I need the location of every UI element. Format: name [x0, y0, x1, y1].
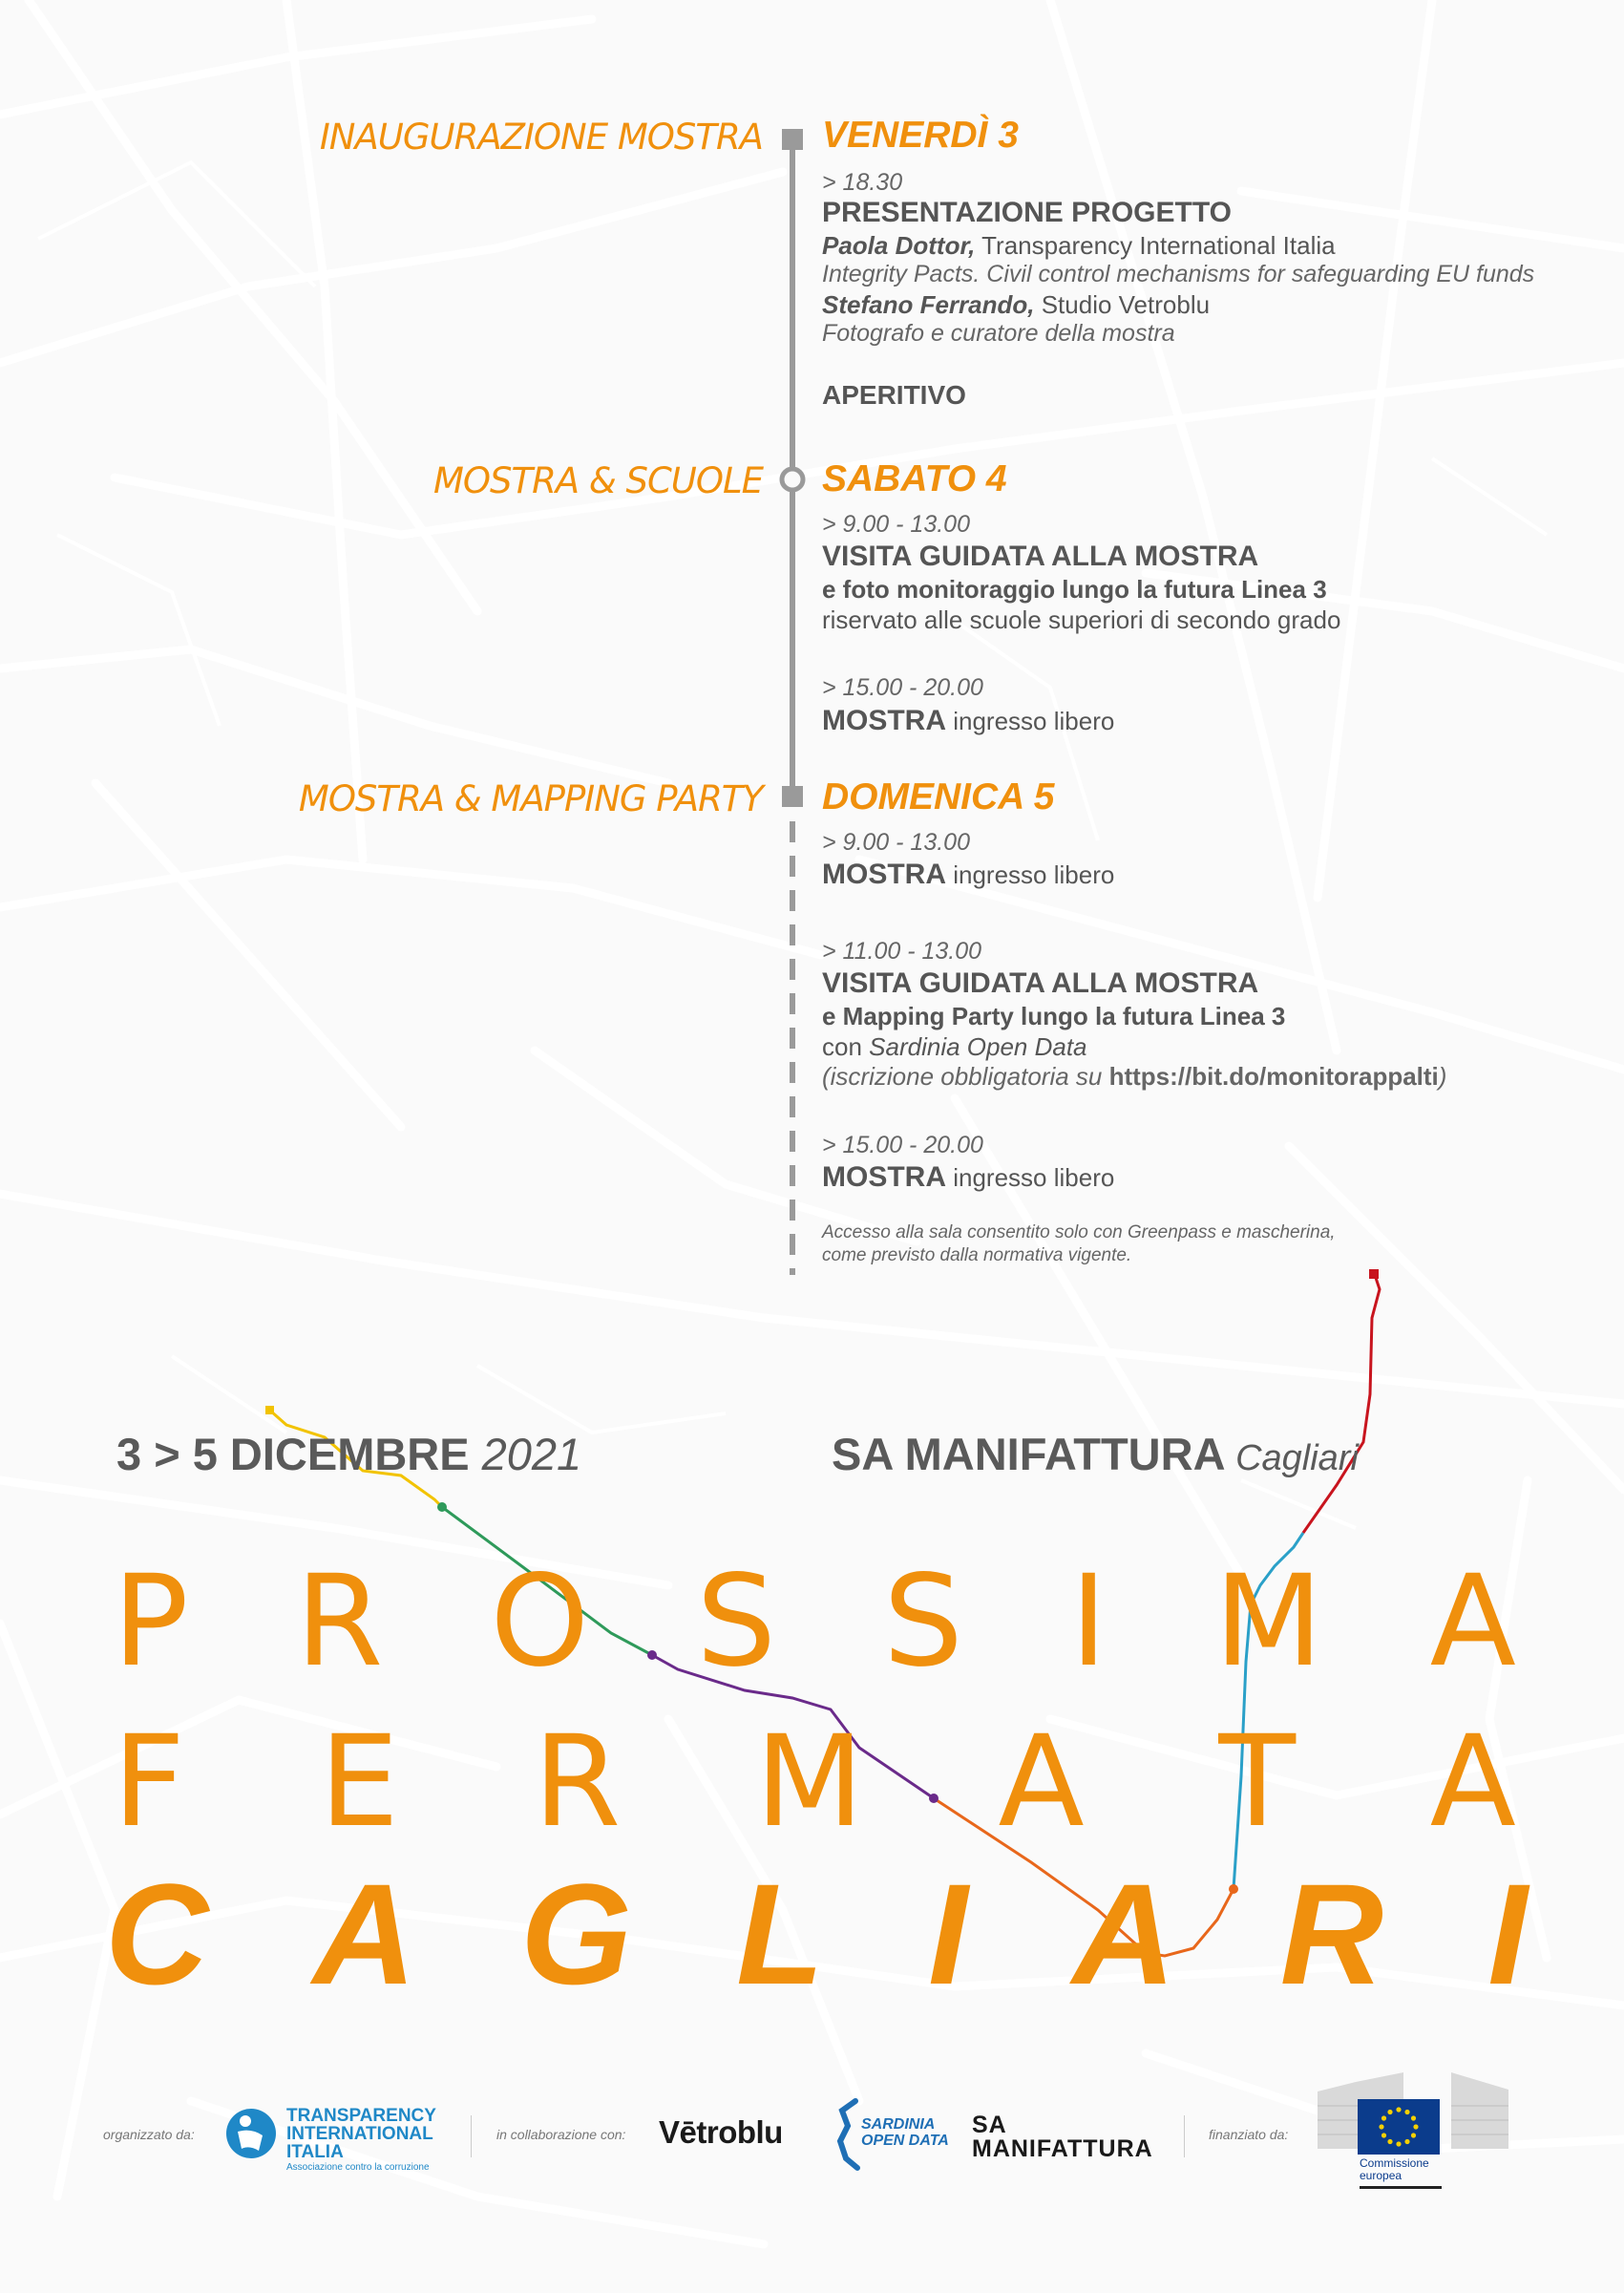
category-label-scuole: MOSTRA & SCUOLE — [432, 460, 763, 501]
speaker-2-org: Studio Vetroblu — [1034, 290, 1211, 319]
sod-line2: OPEN DATA — [861, 2133, 949, 2149]
title-letter: G — [520, 1854, 632, 2014]
event-subtitle-sun: e Mapping Party lungo la futura Linea 3 — [822, 1002, 1286, 1030]
title-letter: I — [1487, 1854, 1528, 2014]
title-letter: P — [113, 1548, 189, 1695]
footer-divider-2 — [1184, 2115, 1185, 2157]
time-friday: > 18.30 — [822, 169, 903, 196]
title-letter: F — [113, 1709, 185, 1856]
day-heading-saturday: SABATO 4 — [822, 458, 1007, 499]
speaker-1 — [822, 231, 1336, 261]
event-title-visita-sat: VISITA GUIDATA ALLA MOSTRA — [822, 541, 1259, 572]
timeline-marker-sunday — [782, 786, 803, 807]
title-letter: R — [295, 1548, 384, 1695]
day-heading-sunday: DOMENICA 5 — [822, 776, 1055, 817]
event-date-year: 2021 — [469, 1429, 582, 1479]
speaker-1-org: Transparency International Italia — [975, 231, 1336, 260]
registration-note — [822, 1062, 1446, 1092]
title-letter: I — [1069, 1548, 1107, 1695]
title-letter: I — [928, 1854, 968, 2014]
day-heading-friday: VENERDÌ 3 — [822, 115, 1019, 156]
event-venue-name: SA MANIFATTURA — [832, 1429, 1226, 1479]
con-org: Sardinia Open Data — [869, 1032, 1087, 1061]
title-letter: A — [312, 1854, 416, 2014]
ti-tagline: Associazione contro la corruzione — [286, 2162, 430, 2173]
sardinia-open-data-logo — [861, 2116, 949, 2149]
reg-prefix: (iscrizione obbligatoria su — [822, 1062, 1109, 1091]
event-title-visita-sun: VISITA GUIDATA ALLA MOSTRA — [822, 967, 1259, 999]
sod-line1: SARDINIA — [861, 2116, 936, 2133]
con-prefix: con — [822, 1032, 870, 1061]
timeline-marker-saturday — [782, 469, 803, 490]
event-mostra-sun-2-note: ingresso libero — [946, 1163, 1115, 1192]
event-note-sat: riservato alle scuole superiori di secondo grado — [822, 605, 1341, 634]
footer-divider-1 — [471, 2115, 472, 2157]
time-sunday-1: > 9.00 - 13.00 — [822, 829, 970, 856]
transparency-logo-icon — [224, 2107, 278, 2160]
event-mostra-sat — [822, 705, 1114, 737]
ti-line2: INTERNATIONAL — [286, 2124, 433, 2144]
title-letter: M — [1213, 1548, 1323, 1695]
event-date-days: 3 > 5 DICEMBRE — [116, 1429, 470, 1479]
metro-stop-red — [1369, 1269, 1379, 1279]
ti-line1: TRANSPARENCY — [286, 2106, 436, 2126]
timeline-marker-friday — [782, 129, 803, 150]
title-letter: C — [105, 1854, 209, 2014]
event-aperitivo: APERITIVO — [822, 380, 966, 410]
event-mostra-sun-2 — [822, 1161, 1114, 1194]
title-line-fermata — [113, 1709, 1516, 1856]
eu-line2: europea — [1360, 2169, 1403, 2182]
title-letter: T — [1218, 1709, 1297, 1856]
funded-by-label: finanziato da: — [1209, 2127, 1289, 2142]
event-venue — [832, 1428, 1359, 1480]
speaker-2 — [822, 290, 1210, 320]
sam-line2: MANIFATTURA — [972, 2135, 1153, 2162]
speaker-2-desc: Fotografo e curatore della mostra — [822, 320, 1175, 347]
title-letter: R — [533, 1709, 622, 1856]
title-letter: A — [1429, 1709, 1516, 1856]
title-line-cagliari — [105, 1854, 1528, 2014]
time-saturday-2: > 15.00 - 20.00 — [822, 674, 983, 701]
metro-line-red — [1303, 1275, 1380, 1533]
title-letter: O — [490, 1548, 590, 1695]
time-saturday-1: > 9.00 - 13.00 — [822, 511, 970, 538]
reg-suffix: ) — [1438, 1062, 1447, 1091]
time-sunday-2: > 11.00 - 13.00 — [822, 938, 982, 965]
sardinia-open-data-icon — [834, 2097, 863, 2174]
eu-line1: Commissione — [1360, 2156, 1429, 2170]
sam-line1: SA — [972, 2112, 1007, 2138]
title-letter: L — [736, 1854, 824, 2014]
category-label-mapping: MOSTRA & MAPPING PARTY — [298, 778, 763, 819]
organized-by-label: organizzato da: — [103, 2127, 195, 2142]
event-venue-city: Cagliari — [1225, 1438, 1359, 1478]
title-letter: E — [319, 1709, 399, 1856]
title-line-prossima — [113, 1548, 1516, 1695]
eu-flag-icon — [1358, 2099, 1440, 2155]
speaker-1-name: Paola Dottor, — [822, 231, 976, 260]
event-mostra-sun-1 — [822, 859, 1114, 891]
title-letter: R — [1279, 1854, 1384, 2014]
title-letter: M — [754, 1709, 864, 1856]
title-letter: A — [1072, 1854, 1176, 2014]
event-con-sun — [822, 1032, 1087, 1062]
collaboration-label: in collaborazione con: — [496, 2127, 626, 2142]
title-letter: S — [696, 1548, 777, 1695]
speaker-1-desc: Integrity Pacts. Civil control mechanisms for safeguarding EU funds — [822, 261, 1535, 287]
access-note-line2: come previsto dalla normativa vigente. — [822, 1245, 1132, 1265]
event-mostra-sun-2-title: MOSTRA — [822, 1161, 946, 1193]
eu-underline — [1360, 2186, 1442, 2189]
transparency-logo-text — [286, 2107, 436, 2175]
title-letter: A — [998, 1709, 1085, 1856]
metro-stop-green — [437, 1502, 447, 1512]
registration-link[interactable]: https://bit.do/monitorappalti — [1108, 1062, 1439, 1091]
event-title-presentazione: PRESENTAZIONE PROGETTO — [822, 197, 1232, 228]
timeline — [764, 119, 821, 1275]
time-sunday-3: > 15.00 - 20.00 — [822, 1132, 983, 1158]
event-mostra-sat-title: MOSTRA — [822, 705, 946, 736]
metro-stop-yellow — [265, 1406, 274, 1414]
ti-line3: ITALIA — [286, 2142, 344, 2162]
sa-manifattura-logo — [972, 2113, 1153, 2161]
title-letter: S — [883, 1548, 963, 1695]
event-mostra-sun-1-title: MOSTRA — [822, 859, 946, 890]
event-date — [116, 1428, 581, 1480]
event-mostra-sat-note: ingresso libero — [946, 707, 1115, 735]
event-subtitle-sat: e foto monitoraggio lungo la futura Linea 3 — [822, 575, 1327, 604]
speaker-2-name: Stefano Ferrando, — [822, 290, 1035, 319]
access-note-line1: Accesso alla sala consentito solo con Greenpass e mascherina, — [822, 1222, 1336, 1242]
title-letter: A — [1429, 1548, 1516, 1695]
eu-commission-label — [1360, 2157, 1429, 2182]
category-label-inaugurazione: INAUGURAZIONE MOSTRA — [319, 117, 763, 158]
event-mostra-sun-1-note: ingresso libero — [946, 860, 1115, 889]
vetroblu-logo: Vētroblu — [659, 2114, 783, 2150]
